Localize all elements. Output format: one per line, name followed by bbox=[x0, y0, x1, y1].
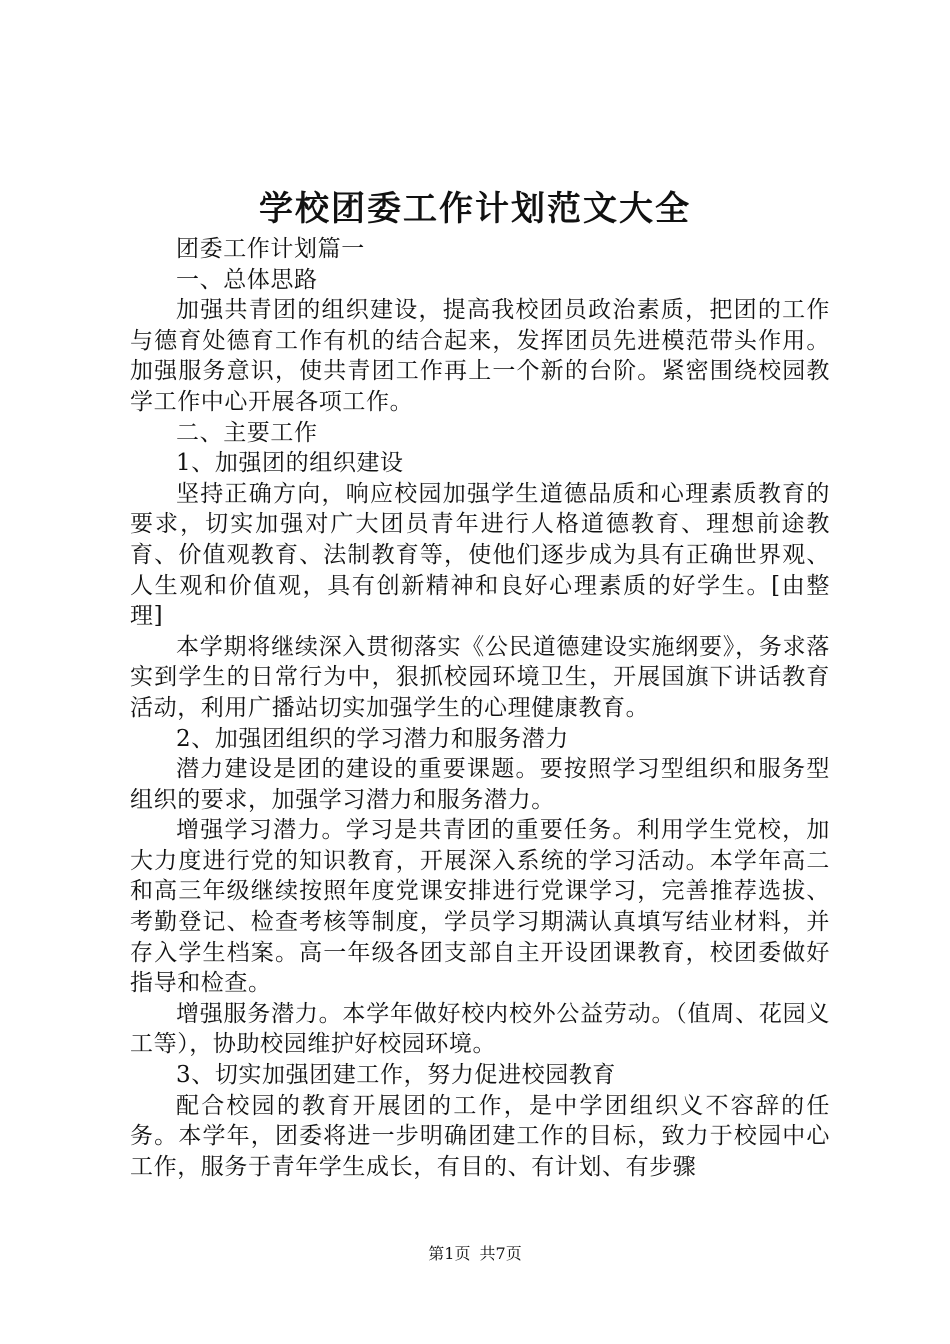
page-footer bbox=[0, 1244, 950, 1264]
page-total: 共7页 bbox=[479, 1244, 522, 1263]
paragraph: 增强服务潜力。本学年做好校内校外公益劳动。（值周、花园义工等），协助校园维护好校园环境。 bbox=[130, 1000, 830, 1058]
section-heading: 二、主要工作 bbox=[176, 419, 318, 446]
paragraph: 潜力建设是团的建设的重要课题。要按照学习型组织和服务型组织的要求，加强学习潜力和服务潜力。 bbox=[130, 756, 830, 813]
document-title: 学校团委工作计划范文大全 bbox=[259, 189, 691, 229]
paragraph: 坚持正确方向，响应校园加强学生道德品质和心理素质教育的要求，切实加强对广大团员青年进行人格道德教育、理想前途教育、价值观教育、法制教育等，使他们逐步成为具有正确世界观、人生观和价值观，具有创新精神和良好心理素质的好学生。[由整理] bbox=[130, 480, 830, 630]
section-heading: 团委工作计划篇一 bbox=[176, 236, 365, 262]
document-body bbox=[130, 234, 830, 1182]
paragraph: 配合校园的教育开展团的工作，是中学团组织义不容辞的任务。本学年，团委将进一步明确团建工作的目标，致力于校园中心工作，服务于青年学生成长，有目的、有计划、有步骤 bbox=[130, 1092, 830, 1180]
section-heading: 2、加强团组织的学习潜力和服务潜力 bbox=[176, 725, 569, 752]
section-heading: 1、加强团的组织建设 bbox=[176, 450, 404, 477]
section-heading: 一、总体思路 bbox=[176, 266, 318, 293]
paragraph: 加强共青团的组织建设，提高我校团员政治素质，把团的工作与德育处德育工作有机的结合起来，发挥团员先进模范带头作用。加强服务意识，使共青团工作再上一个新的台阶。紧密围绕校园教学工作中心开展各项工作。 bbox=[130, 297, 830, 415]
page-number: 第1页 bbox=[428, 1244, 471, 1263]
section-heading: 3、切实加强团建工作，努力促进校园教育 bbox=[176, 1062, 617, 1089]
paragraph: 增强学习潜力。学习是共青团的重要任务。利用学生党校，加大力度进行党的知识教育，开展深入系统的学习活动。本学年高二和高三年级继续按照年度党课安排进行党课学习，完善推荐选拔、考勤登记、检查考核等制度，学员学习期满认真填写结业材料，并存入学生档案。高一年级各团支部自主开设团课教育，校团委做好指导和检查。 bbox=[130, 817, 830, 997]
paragraph: 本学期将继续深入贯彻落实《公民道德建设实施纲要》，务求落实到学生的日常行为中，狠抓校园环境卫生，开展国旗下讲话教育活动，利用广播站切实加强学生的心理健康教育。 bbox=[130, 633, 830, 721]
